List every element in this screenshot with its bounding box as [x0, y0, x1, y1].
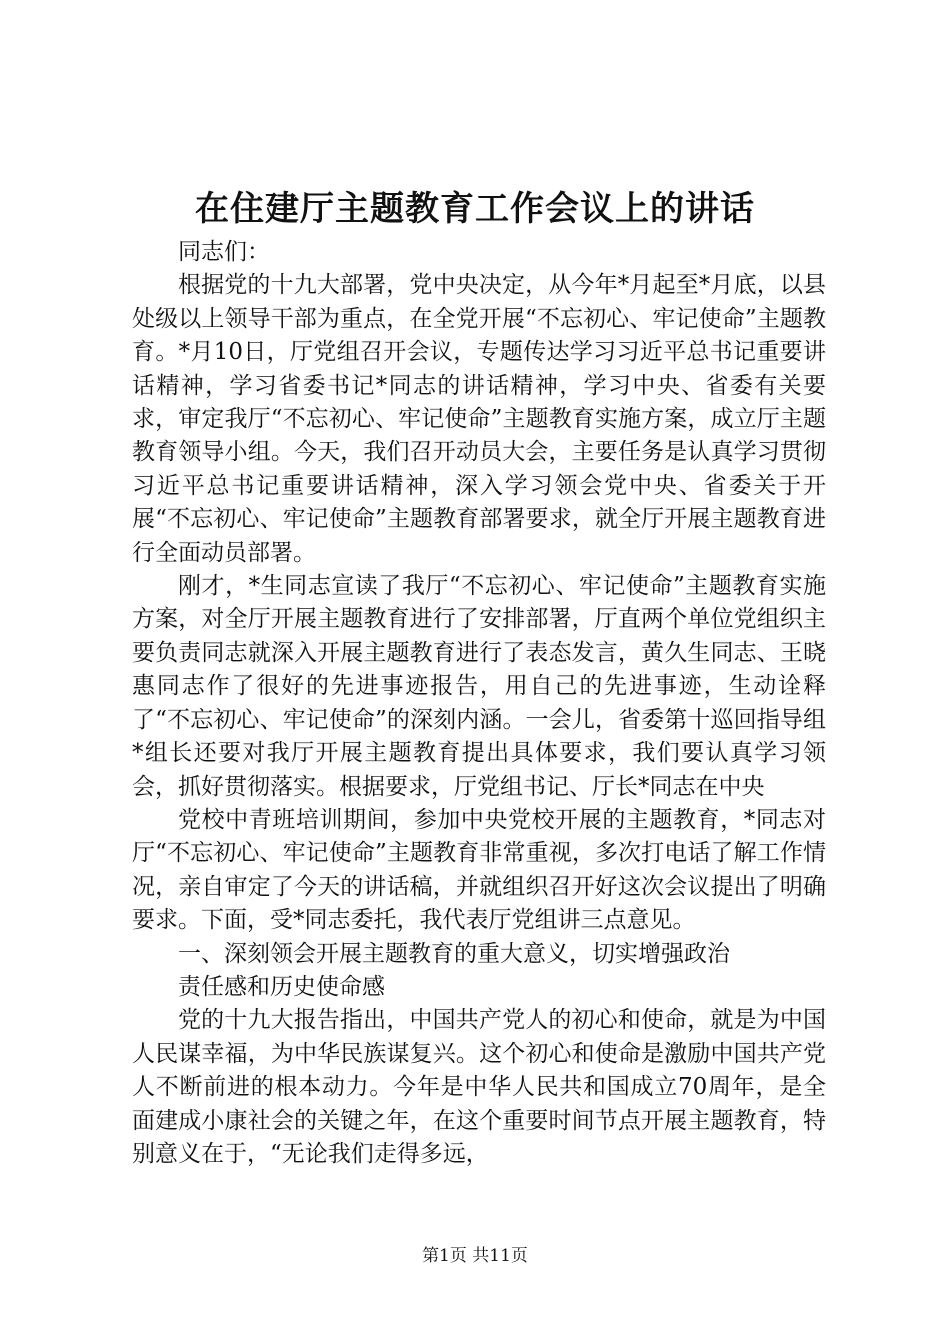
page-footer: 第1页 共11页	[422, 1246, 528, 1266]
paragraph-3: 党校中青班培训期间，参加中央党校开展的主题教育，*同志对厅“不忘初心、牢记使命”主题教育非常重视，多次打电话了解工作情况，亲自审定了今天的讲话稿，并就组织召开好这次会议提出了明确要求。下面，受*同志委托，我代表厅党组讲三点意见。	[132, 806, 826, 934]
salutation: 同志们：	[178, 239, 270, 265]
paragraph-2: 刚才，*生同志宣读了我厅“不忘初心、牢记使命”主题教育实施方案，对全厅开展主题教育进行了安排部署，厅直两个单位党组织主要负责同志就深入开展主题教育进行了表态发言，黄久生同志、王晓惠同志作了很好的先进事迹报告，用自己的先进事迹，生动诠释了“不忘初心、牢记使命”的深刻内涵。一会儿，省委第十巡回指导组*组长还要对我厅开展主题教育提出具体要求，我们要认真学习领会，抓好贯彻落实。根据要求，厅党组书记、厅长*同志在中央	[132, 573, 826, 800]
document-title: 在住建厅主题教育工作会议上的讲话	[195, 189, 755, 229]
paragraph-1: 根据党的十九大部署，党中央决定，从今年*月起至*月底，以县处级以上领导干部为重点，在全党开展“不忘初心、牢记使命”主题教育。*月10日，厅党组召开会议，专题传达学习习近平总书记重要讲话精神，学习省委书记*同志的讲话精神，学习中央、省委有关要求，审定我厅“不忘初心、牢记使命”主题教育实施方案，成立厅主题教育领导小组。今天，我们召开动员大会，主要任务是认真学习贯彻习近平总书记重要讲话精神，深入学习领会党中央、省委关于开展“不忘初心、牢记使命”主题教育部署要求，就全厅开展主题教育进行全面动员部署。	[132, 272, 826, 566]
section-heading-line-2: 责任感和历史使命感	[178, 973, 385, 1000]
section-paragraph: 党的十九大报告指出，中国共产党人的初心和使命，就是为中国人民谋幸福，为中华民族谋复兴。这个初心和使命是激励中国共产党人不断前进的根本动力。今年是中华人民共和国成立70周年，是全面建成小康社会的关键之年，在这个重要时间节点开展主题教育，特别意义在于，“无论我们走得多远，	[132, 1007, 826, 1167]
section-heading-line-1: 一、深刻领会开展主题教育的重大意义，切实增强政治	[178, 940, 730, 967]
document-body	[132, 236, 826, 1171]
